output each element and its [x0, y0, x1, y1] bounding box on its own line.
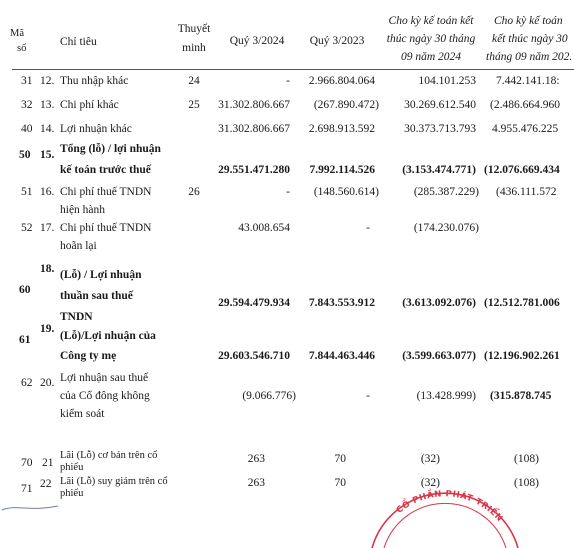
header-chi-tieu: Chỉ tiêu: [60, 36, 97, 48]
header-q3-2023: Quý 3/2023: [309, 35, 365, 47]
row-q3-2024: 43.008.654: [238, 222, 290, 234]
row-label: hiện hành: [60, 204, 106, 216]
row-label: phiếu: [60, 488, 84, 499]
row-code: 51: [21, 186, 33, 198]
row-ytd-2023: (12.196.902.261: [484, 350, 560, 362]
row-number: 13.: [40, 99, 55, 111]
header-ytd2023-line3: tháng 09 năm 202.: [486, 51, 573, 63]
row-number: 21: [42, 457, 54, 469]
row-number: 19.: [40, 323, 55, 335]
row-code: 32: [21, 99, 33, 111]
header-divider: [12, 69, 574, 70]
row-q3-2023: (148.560.614): [313, 186, 379, 198]
row-number: 15.: [40, 149, 55, 161]
header-thuyet: Thuyết: [177, 23, 211, 35]
row-code: 31: [21, 75, 33, 87]
row-q3-2023: 70: [334, 477, 346, 489]
row-code: 71: [21, 483, 33, 495]
row-number: 22: [40, 478, 52, 490]
header-minh: minh: [182, 42, 206, 54]
row-ytd-2024: (32): [420, 453, 440, 465]
row-label: TNDN: [60, 311, 93, 323]
company-seal-icon: [370, 488, 520, 548]
row-ytd-2024: 30.373.713.793: [404, 123, 476, 135]
header-ytd2024-line2: thúc ngày 30 tháng: [386, 33, 476, 45]
row-ytd-2023: 4.955.476.225: [492, 123, 559, 135]
row-label: Tổng (lỗ) / lợi nhuận: [60, 143, 161, 155]
row-label: Thu nhập khác: [60, 75, 129, 87]
row-ytd-2023: (12.076.669.434: [484, 164, 560, 176]
row-code: 62: [21, 377, 33, 389]
row-q3-2024: 263: [247, 477, 265, 489]
header-q3-2024: Quý 3/2024: [229, 35, 285, 47]
row-label: (Lỗ) / Lợi nhuận: [60, 269, 142, 281]
row-ytd-2024: (3.153.474.771): [402, 164, 476, 176]
header-ytd2023-line2: kết thúc ngày 30: [492, 33, 568, 45]
row-ytd-2024: 30.269.612.540: [404, 99, 476, 111]
header-ytd2023-line1: Cho kỳ kế toán: [494, 15, 563, 27]
row-number: 14.: [40, 123, 55, 135]
row-ytd-2024: (3.613.092.076): [402, 297, 476, 309]
row-label: của Cổ đông không: [60, 390, 150, 402]
row-ytd-2024: 104.101.253: [418, 75, 476, 87]
row-label: phiếu: [60, 462, 84, 473]
row-q3-2024: -: [286, 186, 290, 198]
row-number: 17.: [40, 222, 55, 234]
row-q3-2024: (9.066.776): [242, 390, 296, 402]
signature-stroke: [0, 500, 60, 512]
row-code: 50: [19, 149, 31, 161]
header-ma: Mã: [10, 28, 24, 39]
row-q3-2024: 31.302.806.667: [218, 123, 290, 135]
row-ytd-2023: (436.111.572: [496, 186, 557, 198]
row-note: 26: [188, 186, 200, 198]
row-label: Chi phí thuế TNDN: [60, 186, 152, 198]
row-note: 25: [188, 99, 200, 111]
row-ytd-2023: (315.878.745: [490, 390, 552, 402]
row-q3-2023: 7.844.463.446: [308, 350, 375, 362]
row-code: 52: [21, 222, 33, 234]
header-so: số: [17, 43, 27, 54]
row-label: thuần sau thuế: [60, 290, 133, 302]
row-ytd-2024: (32): [420, 477, 440, 489]
row-note: 24: [188, 75, 200, 87]
row-label: Lãi (Lỗ) suy giảm trên cổ: [60, 476, 168, 487]
row-code: 61: [19, 334, 31, 346]
row-q3-2024: -: [286, 75, 290, 87]
row-label: hoãn lại: [60, 240, 97, 252]
row-label: kiểm soát: [60, 408, 105, 420]
row-q3-2024: 263: [247, 453, 265, 465]
row-label: kế toán trước thuế: [60, 164, 151, 176]
row-ytd-2023: (108): [514, 453, 539, 465]
row-label: (Lỗ)/Lợi nhuận của: [60, 330, 156, 342]
row-q3-2024: 29.594.479.934: [218, 297, 290, 309]
row-label: Chi phí khác: [60, 99, 119, 111]
row-q3-2024: 31.302.806.667: [218, 99, 290, 111]
row-q3-2023: 7.843.553.912: [308, 297, 375, 309]
row-ytd-2023: (2.486.664.960: [490, 99, 560, 111]
row-q3-2023: 70: [334, 453, 346, 465]
row-code: 40: [21, 123, 33, 135]
row-number: 12.: [40, 75, 55, 87]
row-label: Lợi nhuận khác: [60, 123, 132, 135]
row-label: Chi phí thuế TNDN: [60, 222, 152, 234]
row-label: Công ty mẹ: [60, 350, 117, 362]
row-q3-2023: -: [366, 390, 370, 402]
row-code: 60: [19, 284, 31, 296]
row-ytd-2024: (13.428.999): [416, 390, 476, 402]
header-ytd2024-line3: 09 năm 2024: [400, 51, 462, 63]
header-ytd2024-line1: Cho kỳ kế toán kết: [388, 15, 474, 27]
row-ytd-2024: (285.387.229): [413, 186, 479, 198]
row-code: 70: [21, 457, 33, 469]
row-number: 16.: [40, 186, 55, 198]
row-q3-2024: 29.603.546.710: [218, 350, 290, 362]
row-q3-2023: 2.966.804.064: [308, 75, 375, 87]
row-ytd-2024: (174.230.076): [413, 222, 479, 234]
svg-text:CỔ PHẦN PHÁT TRIỂN: CỔ PHẦN PHÁT TRIỂN: [394, 489, 505, 525]
row-q3-2023: (267.890.472): [313, 99, 379, 111]
row-ytd-2023: 7.442.141.18:: [496, 75, 560, 87]
row-q3-2023: -: [366, 222, 370, 234]
row-number: 18.: [40, 263, 55, 275]
row-label: Lãi (Lỗ) cơ bản trên cổ: [60, 450, 158, 461]
row-q3-2024: 29.551.471.280: [218, 164, 290, 176]
row-q3-2023: 7.992.114.526: [309, 164, 375, 176]
row-ytd-2023: (108): [514, 477, 539, 489]
row-q3-2023: 2.698.913.592: [308, 123, 375, 135]
row-ytd-2024: (3.599.663.077): [402, 350, 476, 362]
row-ytd-2023: (12.512.781.006: [484, 297, 560, 309]
row-label: Lợi nhuận sau thuế: [60, 372, 149, 384]
row-number: 20.: [40, 377, 55, 389]
